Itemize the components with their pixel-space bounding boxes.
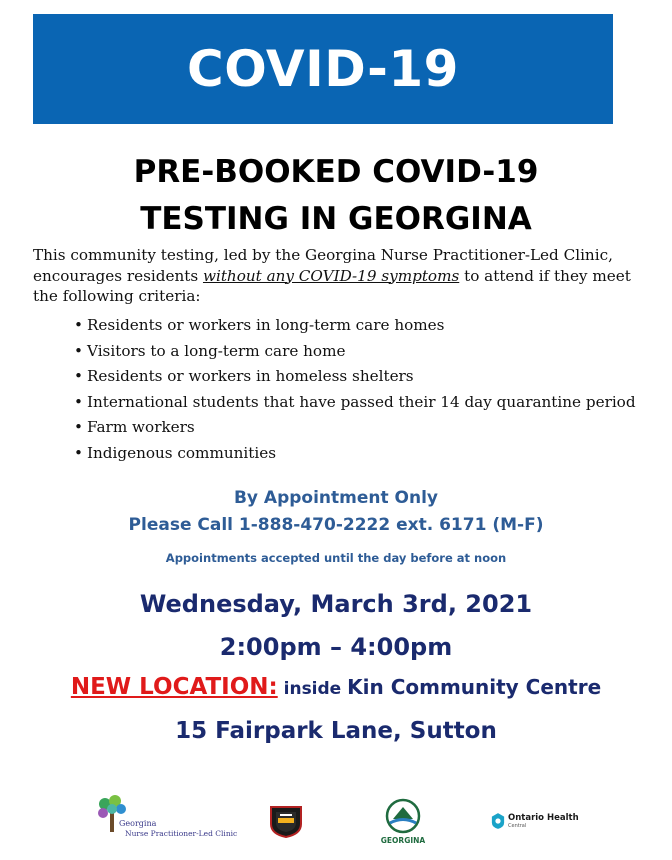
georgina-logo-text: GEORGINA bbox=[380, 836, 426, 845]
event-location bbox=[0, 674, 672, 700]
appointment-note: Appointments accepted until the day before at noon bbox=[165, 551, 507, 565]
criteria-item: • Visitors to a long-term care home bbox=[74, 339, 636, 365]
criteria-item: • Residents or workers in homeless shelters bbox=[74, 364, 636, 390]
ontario-trillium-icon bbox=[491, 812, 505, 830]
venue-name: Kin Community Centre bbox=[347, 675, 602, 699]
phone-line: Please Call 1-888-470-2222 ext. 6171 (M-F) bbox=[128, 515, 544, 535]
headline-line-2: TESTING IN GEORGINA bbox=[140, 201, 532, 237]
paramedic-services-logo bbox=[268, 804, 304, 838]
event-date: Wednesday, March 3rd, 2021 bbox=[139, 590, 533, 618]
paramedic-shield-icon bbox=[268, 804, 304, 838]
ontario-health-name: Ontario Health bbox=[508, 813, 579, 823]
intro-text-after: to attend if they meet the following criteria: bbox=[33, 266, 631, 305]
ontario-health-logo bbox=[491, 810, 581, 834]
clinic-logo-name: Georgina bbox=[119, 819, 157, 828]
covid-banner bbox=[33, 14, 613, 124]
tree-icon bbox=[95, 794, 129, 834]
intro-text-before: This community testing, led by the Georgina Nurse Practitioner-Led Clinic, encourages residents bbox=[33, 246, 613, 285]
georgina-emblem-icon bbox=[378, 798, 428, 836]
clinic-logo bbox=[95, 792, 238, 844]
banner-title: COVID-19 bbox=[187, 40, 459, 98]
event-address: 15 Fairpark Lane, Sutton bbox=[175, 718, 497, 744]
criteria-item: • International students that have passed their 14 day quarantine period bbox=[74, 390, 636, 416]
intro-paragraph bbox=[33, 245, 638, 307]
headline-line-1: PRE-BOOKED COVID-19 bbox=[133, 154, 539, 190]
criteria-list bbox=[74, 313, 636, 467]
partner-logos bbox=[0, 790, 672, 850]
criteria-item: • Farm workers bbox=[74, 415, 636, 441]
criteria-item: • Indigenous communities bbox=[74, 441, 636, 467]
new-location-label: NEW LOCATION: bbox=[70, 674, 278, 700]
ontario-health-region: Central bbox=[508, 823, 527, 829]
inside-text: inside bbox=[277, 679, 348, 699]
event-time: 2:00pm – 4:00pm bbox=[219, 633, 453, 661]
intro-emphasis: without any COVID-19 symptoms bbox=[202, 266, 460, 285]
appointment-only-text: By Appointment Only bbox=[233, 488, 439, 508]
criteria-item: • Residents or workers in long-term care homes bbox=[74, 313, 636, 339]
georgina-logo bbox=[378, 798, 428, 846]
clinic-logo-subtitle: Nurse Practitioner-Led Clinic bbox=[125, 829, 238, 838]
